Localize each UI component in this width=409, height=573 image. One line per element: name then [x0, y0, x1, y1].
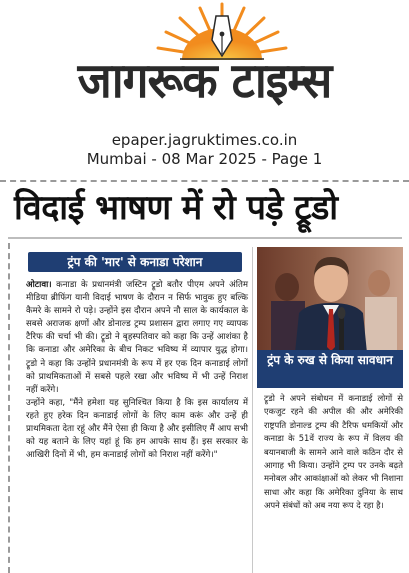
photo-image [257, 247, 403, 353]
column-divider [252, 247, 253, 573]
article-subhead: ट्रंप की 'मार' से कनाडा परेशान [28, 252, 242, 272]
article-body [26, 279, 248, 462]
dateline: ओटावा। [26, 280, 52, 290]
clipping-top-border [0, 180, 409, 182]
side-column-text: ट्रूडो ने अपने संबोधन में कनाडाई लोगों से एकजुट रहने की अपील की और अमेरिकी राष्ट्रपति डोनाल्ड ट्रम्प की टैरिफ धमकियों और कनाडा के 51वें राज्य के रूप में विलय की बयानबाजी के सामने आने वाले कठिन दौर से आगाह भी किया। उन्होंने ट्रम्प पर उनके बढ़ते मनोबल और आकांक्षाओं को लेकर भी निशाना साधा और कहा कि अमेरिका दुनिया के साथ अपने संबंधों को अब नया रूप दे रहा है। [264, 393, 403, 511]
body-paragraph-2: उन्होंने कहा, "मैंने हमेशा यह सुनिश्चित किया है कि इस कार्यालय में रहते हुए हरेक दिन कनाडाई लोगों के लिए काम करूं और उन्हें ही प्राथमिकता देता रहूं और मैंने ऐसा ही किया है और इसीलिए मैं आप सभी को यह बताने के लिए यहां हूं कि हम आपके साथ हैं। इस सरकार के आखिरी दिनों में भी, हम कनाडाई लोगों को निराश नहीं करेंगे।" [26, 397, 248, 461]
edition-date-page: Mumbai - 08 Mar 2025 - Page 1 [86, 150, 323, 168]
newspaper-logo: जागरूक टाइम्स [77, 51, 332, 109]
clipping-left-border [8, 243, 10, 573]
photo-caption: ट्रंप के रुख से किया सावधान [257, 350, 403, 388]
masthead [0, 0, 409, 172]
trudeau-photo [257, 247, 403, 353]
body-paragraph-1: ओटावा। कनाडा के प्रधानमंत्री जस्टिन ट्रूडो बतौर पीएम अपने अंतिम मीडिया ब्रीफिंग यानी विदाई भाषण के दौरान न सिर्फ भावुक हुए बल्कि कैमरे के सामने रो पड़े। उन्होंने इस दौरान अपने नौ साल के कार्यकाल के सबसे अराजक क्षणों और डोनाल्ड ट्रम्प प्रशासन द्वारा लगाए गए व्यापक टैरिफ की चर्चा भी की। ट्रूडो ने बृहस्पतिवार को कहा कि उन्हें आशंका है कि कनाडा और अमेरिका के बीच निकट भविष्य में व्यापार युद्ध होगा। ट्रूडो ने कहा कि उन्होंने प्रधानमंत्री के रूप में हर एक दिन कनाडाई लोगों को प्राथमिकताओं में सबसे पहले रखा और भविष्य में भी उन्हें निराश नहीं करेंगे। [26, 280, 248, 395]
headline-divider [8, 237, 402, 239]
article-headline: विदाई भाषण में रो पड़े ट्रूडो [14, 188, 338, 228]
epaper-url[interactable]: epaper.jagruktimes.co.in [111, 131, 298, 149]
